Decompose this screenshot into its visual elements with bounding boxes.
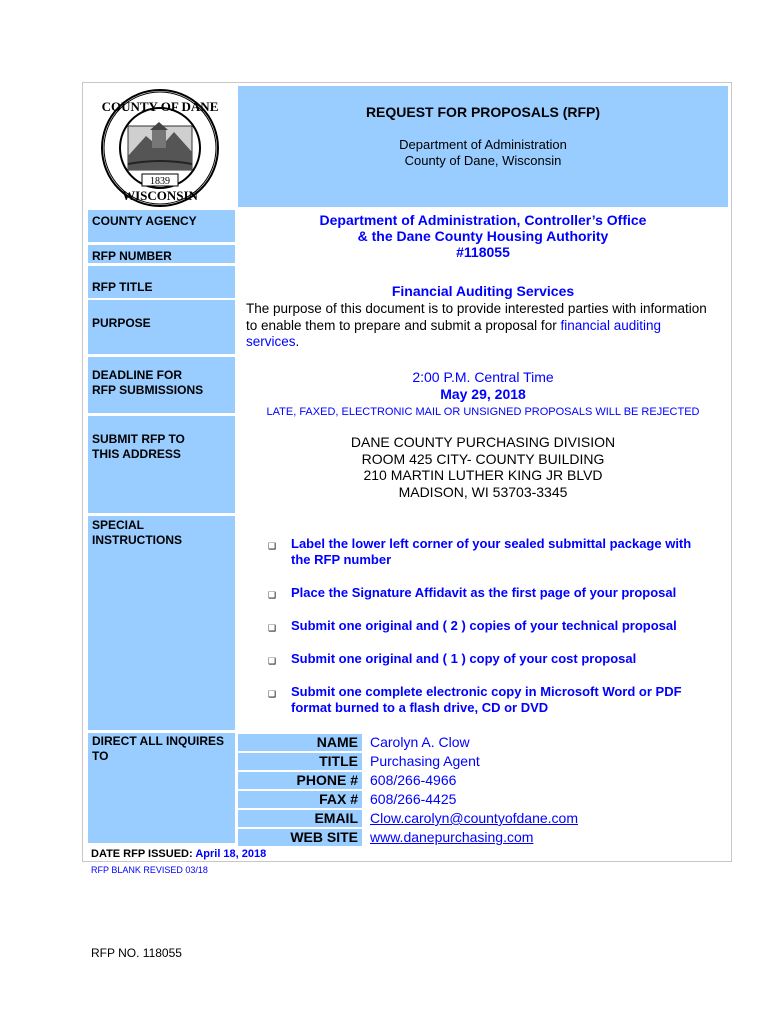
revision-note: RFP BLANK REVISED 03/18 <box>91 865 208 875</box>
purpose-line-2-text: to enable them to prepare and submit a proposal for <box>246 317 561 333</box>
rfp-title-label: RFP TITLE <box>92 280 153 294</box>
county-name: County of Dane, Wisconsin <box>404 153 562 168</box>
seal-top-text: COUNTY OF DANE <box>101 99 219 114</box>
label-deadline <box>88 357 235 413</box>
rfp-number-value: #118055 <box>456 244 510 260</box>
rfp-header <box>238 86 728 207</box>
special-label-line2: INSTRUCTIONS <box>92 533 182 547</box>
address-line-3: 210 MARTIN LUTHER KING JR BLVD <box>363 467 603 483</box>
contact-key-title: TITLE <box>238 753 362 770</box>
instruction-item-5 <box>291 684 731 716</box>
label-direct-inquiries <box>88 733 235 843</box>
special-label-line1: SPECIAL <box>92 518 145 532</box>
address-line-1: DANE COUNTY PURCHASING DIVISION <box>350 434 616 450</box>
deadline-date: May 29, 2018 <box>440 386 526 402</box>
contact-key-phone: PHONE # <box>238 772 362 789</box>
contact-fax-value: 608/266-4425 <box>370 791 457 807</box>
purpose-line-3-end: . <box>295 334 300 349</box>
label-special-instructions <box>88 516 235 730</box>
checkbox-bullet-icon: ❑ <box>268 623 277 633</box>
county-seal-logo <box>88 86 235 207</box>
checkbox-bullet-icon: ❑ <box>268 541 277 551</box>
purpose-highlight-2: services <box>246 334 296 349</box>
date-issued <box>91 848 266 860</box>
instruction-1-line-1: Label the lower left corner of your sealed submittal package with <box>291 536 692 551</box>
agency-line-1: Department of Administration, Controller’s Office <box>319 212 647 228</box>
purpose-line-2 <box>246 318 726 335</box>
seal-year: 1839 <box>150 176 170 187</box>
instruction-item-1 <box>291 536 731 568</box>
rfp-title-value: Financial Auditing Services <box>391 283 575 299</box>
county-agency-value <box>238 212 728 260</box>
label-rfp-title <box>88 266 235 298</box>
department-name: Department of Administration <box>399 137 567 152</box>
deadline-time: 2:00 P.M. Central Time <box>412 369 554 385</box>
direct-label-line2: TO <box>92 749 109 763</box>
instruction-5-line-1: Submit one complete electronic copy in Microsoft Word or PDF <box>291 684 682 699</box>
instruction-item-2: Place the Signature Affidavit as the first page of your proposal <box>291 585 677 600</box>
contact-phone-value: 608/266-4966 <box>370 772 457 788</box>
deadline-value <box>238 369 728 420</box>
submit-label-line2: THIS ADDRESS <box>92 447 181 461</box>
purpose-line-3 <box>246 334 726 351</box>
address-line-4: MADISON, WI 53703-3345 <box>398 483 568 500</box>
page-title: REQUEST FOR PROPOSALS (RFP) <box>365 104 601 120</box>
county-agency-label: COUNTY AGENCY <box>92 214 197 228</box>
checkbox-bullet-icon: ❑ <box>268 656 277 666</box>
instruction-1-line-2: the RFP number <box>291 552 392 567</box>
contact-key-fax: FAX # <box>238 791 362 808</box>
date-issued-value: April 18, 2018 <box>195 848 267 860</box>
instruction-item-3: Submit one original and ( 2 ) copies of your technical proposal <box>291 618 677 633</box>
purpose-text <box>246 301 726 351</box>
date-issued-label: DATE RFP ISSUED: <box>91 848 196 860</box>
address-line-2: ROOM 425 CITY- COUNTY BUILDING <box>361 450 605 467</box>
checkbox-bullet-icon: ❑ <box>268 590 277 600</box>
submit-address-value <box>238 434 728 500</box>
contact-title-value: Purchasing Agent <box>370 753 480 769</box>
deadline-warning: LATE, FAXED, ELECTRONIC MAIL OR UNSIGNED PROPOSALS WILL BE REJECTED <box>266 406 700 418</box>
label-purpose <box>88 300 235 354</box>
purpose-line-1: The purpose of this document is to provide interested parties with information <box>246 301 707 316</box>
direct-label-line1: DIRECT ALL INQUIRES <box>92 734 225 748</box>
county-seal <box>88 86 235 207</box>
contact-key-name: NAME <box>238 734 362 751</box>
contact-key-email: EMAIL <box>238 810 362 827</box>
purpose-highlight-1: financial auditing <box>560 317 662 333</box>
rfp-number-label: RFP NUMBER <box>92 249 172 263</box>
instruction-5-line-2: format burned to a flash drive, CD or DVD <box>291 700 549 715</box>
instruction-item-4: Submit one original and ( 1 ) copy of your cost proposal <box>291 651 637 666</box>
contact-name-value: Carolyn A. Clow <box>370 734 470 750</box>
footer-rfp-number: RFP NO. 118055 <box>91 946 182 960</box>
deadline-label-line1: DEADLINE FOR <box>92 368 182 382</box>
purpose-label: PURPOSE <box>92 316 151 330</box>
agency-line-2: & the Dane County Housing Authority <box>357 228 609 244</box>
label-submit-address <box>88 416 235 513</box>
contact-email-link[interactable]: Clow.carolyn@countyofdane.com <box>370 810 578 826</box>
submit-label-line1: SUBMIT RFP TO <box>92 432 185 446</box>
label-county-agency <box>88 210 235 242</box>
contact-key-website: WEB SITE <box>238 829 362 846</box>
checkbox-bullet-icon: ❑ <box>268 689 277 699</box>
contact-website-link[interactable]: www.danepurchasing.com <box>370 829 534 845</box>
deadline-label-line2: RFP SUBMISSIONS <box>92 383 204 397</box>
label-rfp-number <box>88 245 235 263</box>
seal-bottom-text: WISCONSIN <box>122 188 198 203</box>
